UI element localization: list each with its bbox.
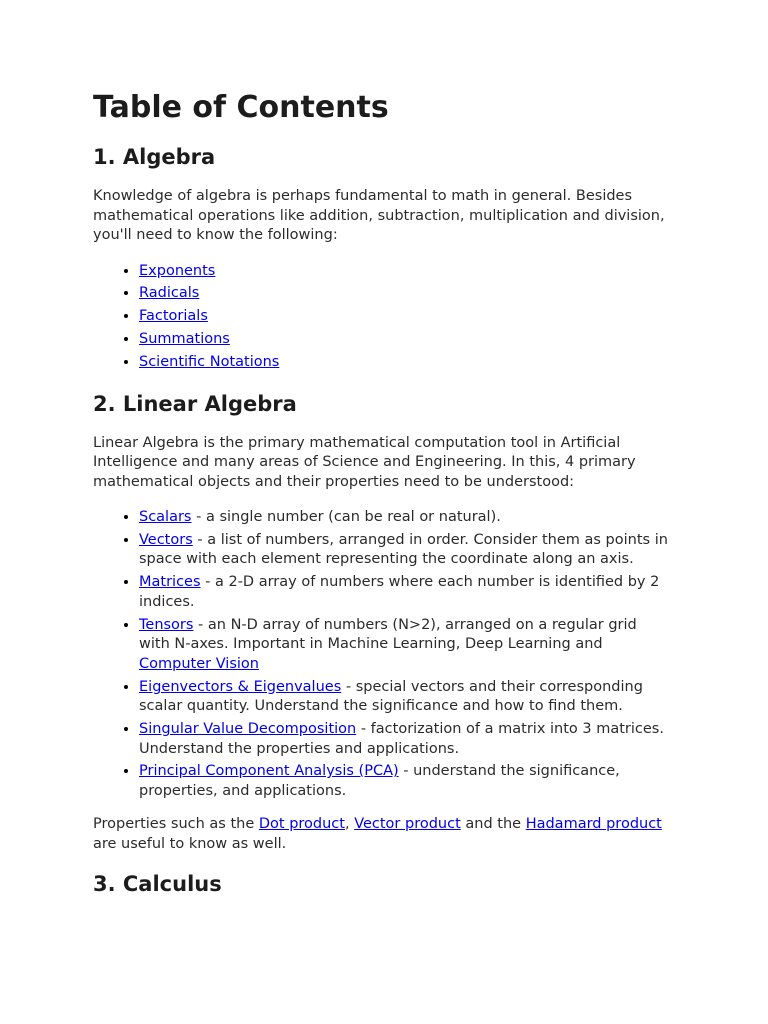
link-singular-value-decomposition[interactable]: Singular Value Decomposition [139, 721, 357, 738]
list-item [139, 307, 672, 327]
link-exponents[interactable]: Exponents [139, 262, 216, 279]
section-heading-calculus: 3. Calculus [93, 872, 222, 897]
item-description: - an N-D array of numbers (N>2), arranged on a regular grid with N-axes. Important in Machine Learning, Deep Learning and [139, 616, 637, 653]
link-principal-component-analysis[interactable]: Principal Component Analysis (PCA) [139, 763, 399, 780]
link-dot-product[interactable]: Dot product [258, 816, 345, 833]
list-item [139, 262, 672, 282]
props-text-pre: Properties such as the [93, 816, 259, 833]
link-radicals[interactable]: Radicals [139, 285, 200, 302]
list-item [139, 720, 672, 759]
list-item [139, 330, 672, 350]
list-item [139, 284, 672, 304]
list-item [139, 678, 672, 717]
link-vector-product[interactable]: Vector product [354, 816, 461, 833]
section-heading-algebra: 1. Algebra [93, 145, 216, 169]
link-matrices[interactable]: Matrices [139, 574, 201, 591]
link-scientific-notations[interactable]: Scientific Notations [139, 354, 280, 371]
link-vectors[interactable]: Vectors [139, 531, 193, 548]
linear-algebra-topic-list [93, 508, 672, 801]
item-description: - a single number (can be real or natural). [191, 509, 501, 526]
item-description: - a list of numbers, arranged in order. Consider them as points in space with each element representing the coordinate along an axis. [139, 531, 668, 568]
link-tensors[interactable]: Tensors [139, 616, 194, 633]
link-scalars[interactable]: Scalars [139, 509, 192, 526]
item-description: - special vectors and their corresponding scalar quantity. Understand the significance and how to find them. [139, 678, 643, 715]
item-description: - a 2-D array of numbers where each number is identified by 2 indices. [139, 574, 660, 610]
section-heading-linear-algebra: 2. Linear Algebra [93, 391, 297, 416]
props-text-post: are useful to know as well. [93, 835, 287, 852]
list-item [139, 616, 672, 675]
list-item [139, 531, 672, 570]
item-description: - factorization of a matrix into 3 matrices. Understand the properties and applications. [139, 721, 664, 757]
algebra-topic-list [93, 262, 672, 373]
props-text-sep: , [344, 816, 355, 833]
list-item [139, 508, 672, 528]
props-text-mid: and the [460, 816, 526, 833]
link-summations[interactable]: Summations [139, 331, 230, 348]
item-description: - understand the significance, properties, and applications. [139, 763, 620, 799]
list-item [139, 573, 672, 612]
link-computer-vision[interactable]: Computer Vision [139, 655, 259, 672]
page-title: Table of Contents [93, 90, 389, 125]
link-factorials[interactable]: Factorials [139, 308, 208, 325]
properties-paragraph [93, 815, 672, 854]
link-hadamard-product[interactable]: Hadamard product [525, 816, 662, 833]
list-item [139, 762, 672, 801]
algebra-intro-paragraph: Knowledge of algebra is perhaps fundamental to math in general. Besides mathematical operations like addition, subtraction, multiplication and division, you'll need to know the following: [93, 188, 665, 243]
linear-algebra-intro-paragraph: Linear Algebra is the primary mathematical computation tool in Artificial Intelligence and many areas of Science and Engineering. In this, 4 primary mathematical objects and their properties need to be understood: [93, 434, 636, 490]
list-item [139, 353, 672, 373]
link-eigenvectors-eigenvalues[interactable]: Eigenvectors & Eigenvalues [139, 678, 342, 695]
